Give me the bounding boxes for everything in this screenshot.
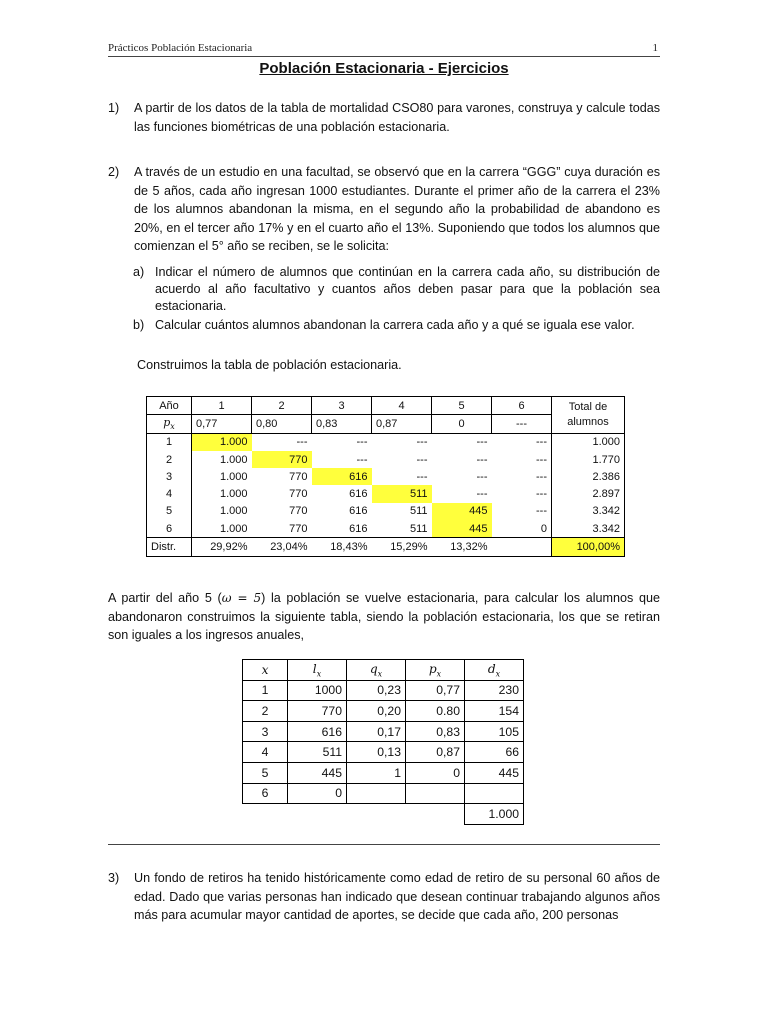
cell: 1.000 — [219, 453, 248, 466]
cell: 1000 — [288, 680, 347, 701]
exercise-2 — [108, 163, 660, 256]
header-px — [147, 415, 192, 433]
table-row — [243, 680, 524, 701]
cell: 1.000 — [219, 505, 248, 518]
abandonment-table — [242, 659, 524, 825]
table-row — [243, 701, 524, 722]
cell: --- — [536, 470, 547, 483]
dx-total: 1.000 — [465, 804, 524, 825]
cell: 770 — [288, 701, 347, 722]
cell: 445 — [432, 520, 492, 538]
cell: --- — [356, 453, 368, 466]
exercise-2a — [133, 264, 660, 315]
para-post: ) la población se vuelve estacionaria, para calcular los alumnos que abandonaron construimos la siguiente tabla, siendo la población estacionaria, los que se retiran son iguales a los ingresos anuales, — [108, 591, 660, 642]
distr-cell: 18,43% — [312, 538, 372, 556]
cell: --- — [536, 505, 547, 518]
total-row — [243, 804, 524, 825]
cell: --- — [432, 433, 492, 451]
cell: 770 — [289, 505, 308, 518]
cell: --- — [476, 488, 488, 501]
cell: --- — [536, 488, 547, 501]
cell: 770 — [289, 470, 308, 483]
lx-subscript: x — [316, 669, 322, 679]
cell: 0 — [492, 520, 552, 538]
table-row — [243, 762, 524, 783]
cell: --- — [416, 470, 428, 483]
row-year: 5 — [147, 503, 192, 520]
header-x — [243, 660, 288, 681]
distr-total: 100,00% — [552, 538, 625, 556]
px2-symbol: p — [428, 661, 437, 676]
cell: 0,13 — [347, 742, 406, 763]
cell: 154 — [465, 701, 524, 722]
table2-header — [243, 660, 524, 681]
exercise-2b-text: Calcular cuántos alumnos abandonan la carrera cada año y a qué se iguala ese valor. — [155, 318, 635, 332]
exercise-3 — [108, 869, 660, 925]
table-row — [147, 433, 625, 451]
empty-cell — [288, 804, 347, 825]
cell: 6 — [243, 783, 288, 804]
header-qx — [347, 660, 406, 681]
exercise-1-number: 1) — [108, 101, 120, 115]
row-total: 2.897 — [552, 485, 625, 502]
cell: 1.000 — [192, 433, 252, 451]
cell: 2 — [243, 701, 288, 722]
exercise-2b-label: b) — [133, 318, 145, 332]
cell: 0,83 — [406, 721, 465, 742]
row-total: 1.770 — [552, 451, 625, 468]
header-rule — [108, 56, 660, 57]
table-row — [147, 485, 625, 502]
row-year: 1 — [147, 433, 192, 451]
exercise-1-text: A partir de los datos de la tabla de mortalidad CSO80 para varones, construya y calcule todas las funciones biométricas de una población estacionaria. — [134, 101, 660, 134]
empty-cell — [243, 804, 288, 825]
px-value-3: 0,83 — [312, 415, 372, 433]
dx-symbol: d — [487, 661, 496, 676]
distr-cell — [492, 538, 552, 556]
row-total: 3.342 — [552, 520, 625, 538]
cell: 230 — [465, 680, 524, 701]
cell: 105 — [465, 721, 524, 742]
row-year: 3 — [147, 468, 192, 485]
cell: --- — [536, 453, 547, 466]
dx-subscript: x — [495, 669, 501, 679]
cell: 511 — [372, 485, 432, 502]
table-row — [243, 783, 524, 804]
cell: 511 — [288, 742, 347, 763]
header-total: Total de alumnos — [552, 397, 625, 434]
px-subscript: x — [170, 422, 175, 432]
exercise-2a-label: a) — [133, 265, 145, 279]
header-x-symbol: x — [261, 662, 269, 677]
cell: 1.000 — [219, 488, 248, 501]
cell: 1 — [347, 762, 406, 783]
cell: 0,17 — [347, 721, 406, 742]
distribution-row — [147, 538, 625, 556]
px-value-1: 0,77 — [192, 415, 252, 433]
distr-cell: 13,32% — [432, 538, 492, 556]
cell: 1 — [243, 680, 288, 701]
cell: 3 — [243, 721, 288, 742]
exercise-3-number: 3) — [108, 871, 120, 885]
cell: --- — [492, 433, 552, 451]
px-value-4: 0,87 — [372, 415, 432, 433]
page-header — [108, 42, 658, 54]
cell: 770 — [289, 488, 308, 501]
header-px2 — [406, 660, 465, 681]
cell: 0,23 — [347, 680, 406, 701]
header-title: Prácticos Población Estacionaria — [108, 42, 253, 54]
row-total: 2.386 — [552, 468, 625, 485]
empty-cell — [406, 804, 465, 825]
cell: 445 — [288, 762, 347, 783]
header-year-3: 3 — [312, 397, 372, 415]
cell: 0 — [406, 762, 465, 783]
px2-subscript: x — [436, 669, 442, 679]
qx-subscript: x — [377, 669, 383, 679]
row-year: 6 — [147, 520, 192, 538]
cell: 0 — [288, 783, 347, 804]
exercise-1 — [108, 99, 660, 136]
table-row — [147, 503, 625, 520]
cell: --- — [416, 453, 428, 466]
cell — [406, 783, 465, 804]
px-value-5: 0 — [432, 415, 492, 433]
cell: --- — [252, 433, 312, 451]
px-value-6: --- — [492, 415, 552, 433]
cell: 0,20 — [347, 701, 406, 722]
empty-cell — [347, 804, 406, 825]
document-title: Población Estacionaria - Ejercicios — [259, 60, 509, 77]
cell: 616 — [312, 520, 372, 538]
exercise-3-text: Un fondo de retiros ha tenido históricamente como edad de retiro de su personal 60 años de edad. Dado que varias personas han indicado que desean continuar trabajando algunos años más para acumular mayor cantidad de aportes, se decide que cada año, 200 personas — [134, 871, 660, 922]
cell: 0,77 — [406, 680, 465, 701]
exercise-2-text: A través de un estudio en una facultad, se observó que en la carrera “GGG” cuya duración es de 5 años, cada año ingresan 1000 estudiantes. Durante el primer año de la carrera el 23% de los alumnos abandonan la misma, en el segundo año la probabilidad de abandono es 20%, en el tercer año 17% y en el cuarto año el 13%. Suponiendo que todos los alumnos que comienzan el 5° año se reciben, se le solicita: — [134, 165, 660, 253]
table-row — [147, 520, 625, 538]
cell: 616 — [288, 721, 347, 742]
cell: 4 — [243, 742, 288, 763]
cell: 0.80 — [406, 701, 465, 722]
cell: 616 — [312, 468, 372, 485]
distr-label: Distr. — [147, 538, 192, 556]
omega-formula: ω = 5 — [221, 591, 262, 605]
cell: 1.000 — [192, 520, 252, 538]
cell: 445 — [432, 503, 492, 520]
header-year: Año — [147, 397, 192, 415]
header-year-1: 1 — [192, 397, 252, 415]
lx-symbol: l — [312, 661, 317, 676]
table-intro: Construimos la tabla de población estacionaria. — [137, 358, 402, 372]
exercise-2-number: 2) — [108, 165, 120, 179]
cell: 445 — [465, 762, 524, 783]
distr-cell: 23,04% — [252, 538, 312, 556]
px-symbol: p — [163, 416, 171, 430]
cell: 770 — [252, 451, 312, 468]
section-divider — [108, 844, 660, 845]
header-year-6: 6 — [492, 397, 552, 415]
cell: --- — [372, 433, 432, 451]
table-row — [147, 451, 625, 468]
cell: --- — [476, 470, 488, 483]
header-dx — [465, 660, 524, 681]
cell: 511 — [372, 520, 432, 538]
table-row — [243, 721, 524, 742]
cell — [347, 783, 406, 804]
table-row — [147, 468, 625, 485]
cell: 5 — [243, 762, 288, 783]
stationary-population-table — [146, 396, 625, 557]
cell: 0,87 — [406, 742, 465, 763]
cell: 616 — [349, 488, 368, 501]
distr-cell: 29,92% — [192, 538, 252, 556]
qx-symbol: q — [369, 661, 378, 676]
cell: 66 — [465, 742, 524, 763]
row-year: 2 — [147, 451, 192, 468]
cell: 616 — [349, 505, 368, 518]
row-year: 4 — [147, 485, 192, 502]
cell: --- — [312, 433, 372, 451]
header-year-2: 2 — [252, 397, 312, 415]
exercise-2b — [133, 317, 660, 334]
header-year-4: 4 — [372, 397, 432, 415]
exercise-2a-text: Indicar el número de alumnos que continúan en la carrera cada año, su distribución de acuerdo al año facultativo y cuantos años deben pasar para que la población sea estacionaria. — [155, 265, 660, 313]
header-year-5: 5 — [432, 397, 492, 415]
px-value-2: 0,80 — [252, 415, 312, 433]
header-lx — [288, 660, 347, 681]
distr-cell: 15,29% — [372, 538, 432, 556]
cell: --- — [476, 453, 488, 466]
cell — [465, 783, 524, 804]
table-row — [243, 742, 524, 763]
row-total: 1.000 — [552, 433, 625, 451]
cell: 511 — [409, 505, 428, 518]
para-pre: A partir del año 5 ( — [108, 591, 222, 605]
row-total: 3.342 — [552, 503, 625, 520]
page-number: 1 — [652, 42, 658, 54]
stationary-paragraph — [108, 589, 660, 645]
cell: 1.000 — [219, 470, 248, 483]
cell: 770 — [252, 520, 312, 538]
